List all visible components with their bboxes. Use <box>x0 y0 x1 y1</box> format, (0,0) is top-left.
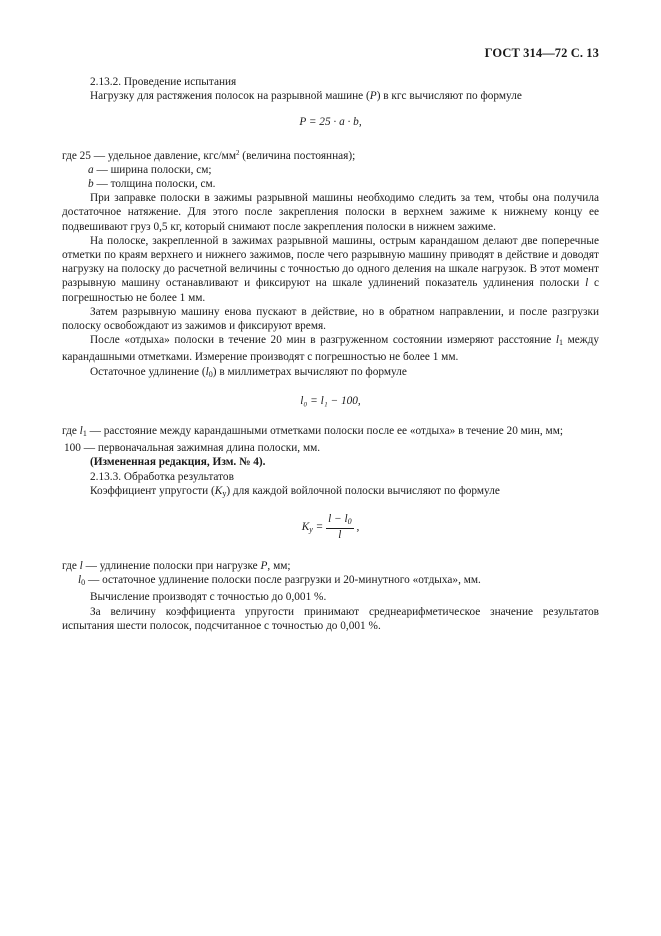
elasticity-formula <box>62 513 599 547</box>
residual-formula-intro: Остаточное удлинение $(l_0)$ в миллиметрах вычисляют по формуле <box>90 365 407 379</box>
formula-numerator: $l - l_0$ <box>326 513 354 529</box>
where-l1-line: где $l_1$ — расстояние между карандашными отметками полоски после ее «отдыха» в течение 20 мин, мм; <box>62 425 563 439</box>
formula-lhs-sub: y <box>309 525 313 535</box>
paragraph-tension: При заправке полоски в зажимы разрывной машины необходимо следить за тем, чтобы она получила достаточное натяжение. Для этого после закрепления полоски в верхнем зажиме к нижнему концу ее подвешивают груз 0,5 кг, который снимают после закрепления полоски в нижнем зажиме. <box>62 192 599 233</box>
document-body <box>62 75 599 633</box>
paragraph-average: За величину коэффициента упругости принимают среднеарифметическое значение результатов испытания шести полосок, подсчитанное с точностью до 0,001 %. <box>62 605 599 632</box>
where-a-line: a — ширина полоски, см; <box>88 163 212 176</box>
load-formula: P = 25 · a · b, <box>299 116 362 129</box>
paragraph-precision: Вычисление производят с точностью до 0,001 %. <box>90 591 327 604</box>
section-2-13-2-heading: 2.13.2. Проведение испытания <box>90 76 237 88</box>
elasticity-formula-intro: Коэффициент упругости $(K_y)$ для каждой войлочной полоски вычисляют по формуле <box>90 484 500 498</box>
section-2-13-3-heading: 2.13.3. Обработка результатов <box>90 470 234 483</box>
page-header: ГОСТ 314—72 С. 13 <box>484 46 599 60</box>
paragraph-reverse: Затем разрывную машину енова пускают в действие, но в обратном направлении, и после разгрузки полоску освобождают из зажимов и фиксируют время. <box>62 305 599 333</box>
paragraph-marks: На полоске, закрепленной в зажимах разрывной машины, острым карандашом делают две поперечные отметки по краям верхнего и нижнего зажимов, после чего разрывную машину приводят в действие и доводят нагрузку на полоску до расчетной величины с точностью до одного деления на шкале нагрузок. В этот момент разрывную машину останавливают и фиксируют на шкале удлинений показатель удлинения полоски l с погрешностью не более 1 мм. <box>62 234 599 304</box>
where-l-line: где l — удлинение полоски при нагрузке P, мм; <box>62 560 291 573</box>
where-100-line: 100 — первоначальная зажимная длина полоски, мм. <box>64 442 321 455</box>
where-l0-line: $l_0$ — остаточное удлинение полоски после разгрузки и 20-минутного «отдыха», мм. <box>78 574 481 588</box>
revision-note: (Измененная редакция, Изм. № 4). <box>90 456 266 469</box>
formula-denominator: l <box>338 529 342 542</box>
formula-tail: , <box>353 521 360 534</box>
formula-fraction <box>326 513 354 542</box>
load-formula-intro: Нагрузку для растяжения полосок на разрывной машине (P) в кгс вычисляют по формуле <box>90 90 522 103</box>
where-b-line: b — толщина полоски, см. <box>88 178 216 191</box>
residual-formula: l₀ = l₁ − 100, <box>300 394 361 407</box>
formula-lhs: K <box>301 521 310 534</box>
paragraph-rest: После «отдыха» полоски в течение 20 мин в разгруженном состоянии измеряют расстояние $l_1$ между карандашными отметками. Измерение производят с погрешностью не более 1 мм. <box>62 334 599 364</box>
formula-equals: = <box>312 521 327 534</box>
where-25-line: где 25 — удельное давление, кгс/$мм^2$ (величина постоянная); <box>62 148 356 162</box>
